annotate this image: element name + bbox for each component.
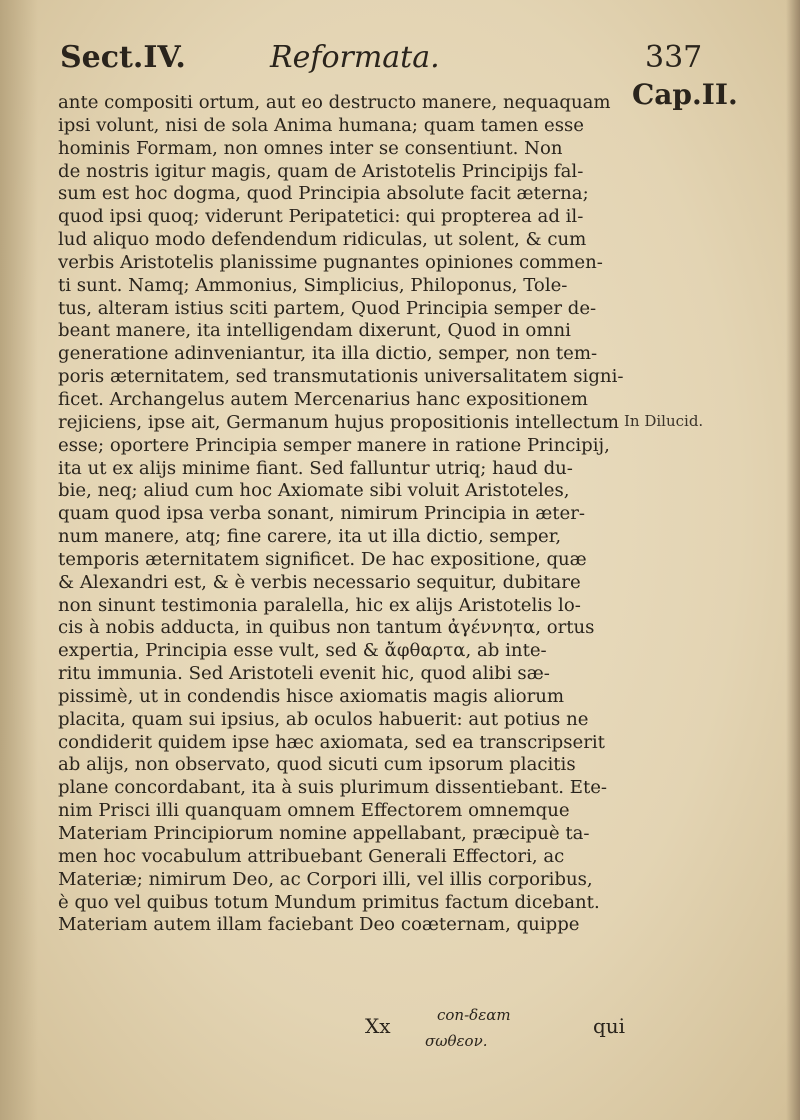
running-title: Reformata. [270,40,440,75]
text-line: Materiam autem illam faciebant Deo coæternam, quippe [58,914,580,936]
marginal-note: In Dilucid. [624,412,704,430]
text-line: men hoc vocabulum attribuebant Generali Effectori, ac [58,845,565,867]
text-line: ipsi volunt, nisi de sola Anima humana; quam tamen esse [58,114,584,136]
text-line: cis à nobis adducta, in quibus non tantum ἀγέννητα, ortus [58,617,595,639]
text-line: de nostris igitur magis, quam de Aristotelis Principijs fal- [58,160,584,182]
text-line: rejiciens, ipse ait, Germanum hujus propositionis intellectum [58,411,619,433]
text-line: ritu immunia. Sed Aristoteli evenit hic, quod alibi sæ- [58,663,550,685]
section-label: Sect.IV. [60,40,186,75]
text-line: generatione adinveniantur, ita illa dictio, semper, non tem- [58,343,598,365]
text-line: condiderit quidem ipse hæc axiomata, sed ea transcripserit [58,731,605,753]
text-line: beant manere, ita intelligendam dixerunt, Quod in omni [58,320,571,342]
text-line: Materiæ; nimirum Deo, ac Corpori illi, vel illis corporibus, [58,868,593,890]
page-edge [786,0,800,1120]
marginal-chapter: Cap.II. [632,78,738,111]
text-line: & Alexandri est, & è verbis necessario sequitur, dubitare [58,571,581,593]
text-line: ficet. Archangelus autem Mercenarius hanc expositionem [58,388,588,410]
text-line: poris æternitatem, sed transmutationis universalitatem signi- [58,366,624,388]
text-line: ita ut ex alijs minime fiant. Sed falluntur utriq; haud du- [58,457,573,479]
text-line: è quo vel quibus totum Mundum primitus factum dicebant. [58,891,600,913]
text-line: placita, quam sui ipsius, ab oculos habuerit: aut potius ne [58,708,589,730]
text-line: ti sunt. Namq; Ammonius, Simplicius, Philoponus, Tole- [58,274,568,296]
page-number: 337 [645,40,703,75]
running-header [60,40,720,84]
text-line: plane concordabant, ita à suis plurimum dissentiebant. Ete- [58,777,608,799]
text-line: sum est hoc dogma, quod Principia absolute facit æterna; [58,183,589,205]
signature-mark: Xx [365,1014,391,1038]
text-line: hominis Formam, non omnes inter se consentiunt. Non [58,137,563,159]
handwritten-annotation-1: con-δεαm [437,1006,511,1024]
text-line: ab alijs, non observato, quod sicuti cum ipsorum placitis [58,754,576,776]
body-text [58,92,628,937]
page-footer [365,1006,625,1076]
text-line: lud aliquo modo defendendum ridiculas, ut solent, & cum [58,229,587,251]
text-line: temporis æternitatem significet. De hac expositione, quæ [58,548,587,570]
text-line: non sinunt testimonia paralella, hic ex alijs Aristotelis lo- [58,594,581,616]
text-line: pissimè, ut in condendis hisce axiomatis magis aliorum [58,685,565,707]
text-line: verbis Aristotelis planissime pugnantes opiniones commen- [58,251,603,273]
text-line: quam quod ipsa verba sonant, nimirum Principia in æter- [58,503,585,525]
text-line: quod ipsi quoq; viderunt Peripatetici: qui propterea ad il- [58,206,584,228]
text-line: num manere, atq; fine carere, ita ut illa dictio, semper, [58,526,562,548]
text-line: bie, neq; aliud cum hoc Axiomate sibi voluit Aristoteles, [58,480,570,502]
gutter-shadow [0,0,38,1120]
text-line: esse; oportere Principia semper manere in ratione Principij, [58,434,610,456]
handwritten-annotation-2: σωθεον. [425,1032,488,1050]
text-line: tus, alteram istius sciti partem, Quod Principia semper de- [58,297,597,319]
text-line: expertia, Principia esse vult, sed & ἄφθαρτα, ab inte- [58,640,547,662]
text-line: nim Prisci illi quanquam omnem Effectorem omnemque [58,800,570,822]
text-line: Materiam Principiorum nomine appellabant, præcipuè ta- [58,823,590,844]
catchword: qui [593,1014,626,1038]
text-line: ante compositi ortum, aut eo destructo manere, nequaquam [58,92,611,113]
